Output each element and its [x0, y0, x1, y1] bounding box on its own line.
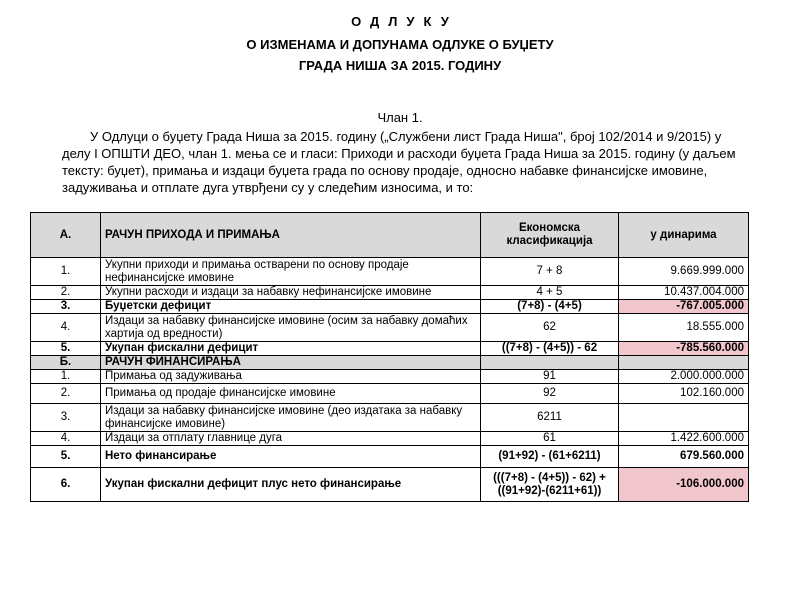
row-description: Издаци за набавку финансијске имовине (осим за набавку домаћих хартија од вредности)	[101, 314, 481, 342]
section-b-empty	[619, 356, 749, 370]
row-number: 4.	[31, 432, 101, 446]
table-header-row	[31, 213, 749, 258]
row-amount: -106.000.000	[619, 468, 749, 502]
row-classification: (7+8) - (4+5)	[481, 300, 619, 314]
section-b-label: Б.	[31, 356, 101, 370]
row-classification: (((7+8) - (4+5)) - 62) + ((91+92)-(6211+61))	[481, 468, 619, 502]
table-row	[31, 258, 749, 286]
header-description: РАЧУН ПРИХОДА И ПРИМАЊА	[101, 213, 481, 258]
row-amount: 18.555.000	[619, 314, 749, 342]
row-classification: 92	[481, 384, 619, 404]
row-description: Нето финансирање	[101, 446, 481, 468]
row-amount: 9.669.999.000	[619, 258, 749, 286]
row-amount: 2.000.000.000	[619, 370, 749, 384]
section-b-empty	[481, 356, 619, 370]
table-row	[31, 314, 749, 342]
row-number: 4.	[31, 314, 101, 342]
row-number: 5.	[31, 446, 101, 468]
table-row	[31, 384, 749, 404]
table-row	[31, 300, 749, 314]
row-number: 3.	[31, 404, 101, 432]
row-number: 3.	[31, 300, 101, 314]
table-row	[31, 404, 749, 432]
row-amount: 10.437.004.000	[619, 286, 749, 300]
article-heading: Члан 1.	[377, 110, 423, 125]
row-classification: 6211	[481, 404, 619, 432]
row-description: Примања од продаје финансијске имовине	[101, 384, 481, 404]
row-classification: 61	[481, 432, 619, 446]
budget-table	[30, 212, 749, 502]
row-classification: 4 + 5	[481, 286, 619, 300]
row-classification: 7 + 8	[481, 258, 619, 286]
header-classification: Економска класификација	[481, 213, 619, 258]
table-row	[31, 286, 749, 300]
article-text-body: У Одлуци о буџету Града Ниша за 2015. годину („Службени лист Града Ниша", број 102/2014 и 9/2015) у делу I ОПШТИ ДЕО, члан 1. мења се и гласи: Приходи и расходи буџета Града Ниша за 2015. годину (у даљем тексту: буџет), примања и издаци буџета града по основу продаје, односно набавке финансијске имовине, задуживања и отплате дуга утврђени су у следећим износима, и то:	[62, 129, 736, 195]
row-description: Укупан фискални дефицит плус нето финансирање	[101, 468, 481, 502]
table-row	[31, 446, 749, 468]
row-description: Издаци за набавку финансијске имовине (део издатака за набавку финансијске имовине)	[101, 404, 481, 432]
row-description: Буџетски дефицит	[101, 300, 481, 314]
header-section-a: А.	[31, 213, 101, 258]
row-amount: 679.560.000	[619, 446, 749, 468]
row-number: 6.	[31, 468, 101, 502]
row-number: 2.	[31, 384, 101, 404]
row-description: Издаци за отплату главнице дуга	[101, 432, 481, 446]
row-amount: -767.005.000	[619, 300, 749, 314]
row-number: 5.	[31, 342, 101, 356]
document-subtitle-2: ГРАДА НИША ЗА 2015. ГОДИНУ	[298, 58, 502, 73]
article-text	[62, 128, 742, 196]
section-b-title: РАЧУН ФИНАНСИРАЊА	[101, 356, 481, 370]
row-classification: (91+92) - (61+6211)	[481, 446, 619, 468]
header-amount: у динарима	[619, 213, 749, 258]
table-row	[31, 370, 749, 384]
document-title: ОДЛУКУ	[351, 14, 458, 29]
document-subtitle: О ИЗМЕНАМА И ДОПУНАМА ОДЛУКЕ О БУЏЕТУ	[246, 37, 554, 52]
row-number: 2.	[31, 286, 101, 300]
row-number: 1.	[31, 258, 101, 286]
row-amount	[619, 404, 749, 432]
table-row	[31, 468, 749, 502]
row-description: Укупни расходи и издаци за набавку нефинансијске имовине	[101, 286, 481, 300]
row-description: Укупан фискални дефицит	[101, 342, 481, 356]
table-row	[31, 432, 749, 446]
row-amount: 102.160.000	[619, 384, 749, 404]
row-classification: 91	[481, 370, 619, 384]
row-description: Укупни приходи и примања остварени по основу продаје нефинансијске имовине	[101, 258, 481, 286]
row-classification: ((7+8) - (4+5)) - 62	[481, 342, 619, 356]
table-row	[31, 342, 749, 356]
row-classification: 62	[481, 314, 619, 342]
row-description: Примања од задуживања	[101, 370, 481, 384]
row-amount: 1.422.600.000	[619, 432, 749, 446]
table-section-row	[31, 356, 749, 370]
row-number: 1.	[31, 370, 101, 384]
row-amount: -785.560.000	[619, 342, 749, 356]
